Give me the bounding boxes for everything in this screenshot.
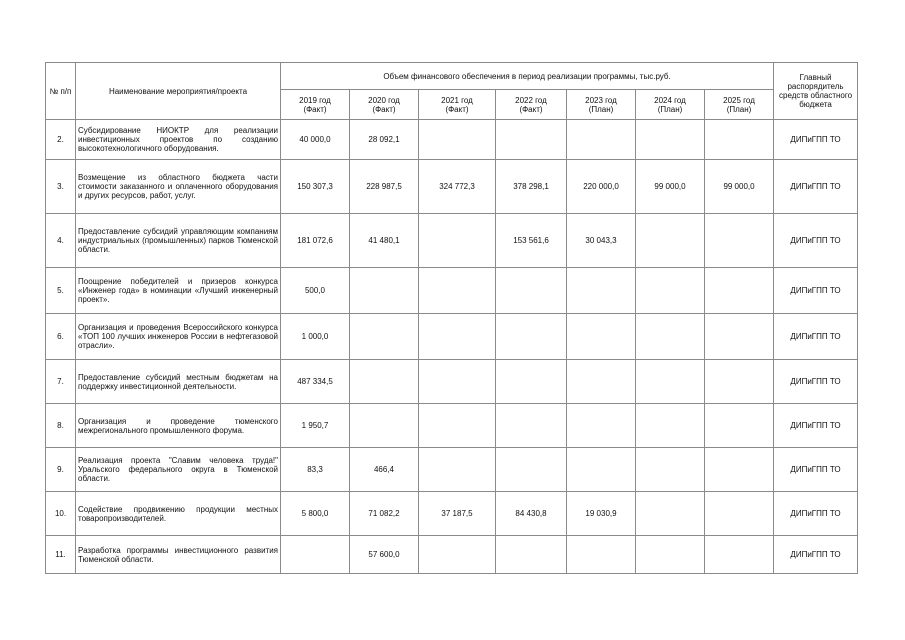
year-header-3 — [496, 90, 567, 120]
value-cell: 99 000,0 — [636, 160, 705, 214]
value-cell — [636, 214, 705, 268]
table-row — [46, 268, 858, 314]
year-kind: (Факт) — [372, 104, 396, 114]
value-cell — [705, 268, 774, 314]
row-number: 5. — [46, 268, 76, 314]
row-manager: ДИПиГПП ТО — [774, 448, 858, 492]
row-manager: ДИПиГПП ТО — [774, 160, 858, 214]
value-cell — [281, 536, 350, 574]
row-manager: ДИПиГПП ТО — [774, 360, 858, 404]
row-name: Предоставление субсидий управляющим компаниям индустриальных (промышленных) парков Тюменской области. — [76, 214, 281, 268]
value-cell — [496, 360, 567, 404]
year-label: 2024 год — [654, 95, 686, 105]
value-cell — [419, 404, 496, 448]
value-cell: 30 043,3 — [567, 214, 636, 268]
header-num: № п/п — [46, 63, 76, 120]
year-label: 2022 год — [515, 95, 547, 105]
value-cell — [705, 448, 774, 492]
value-cell: 153 561,6 — [496, 214, 567, 268]
row-manager: ДИПиГПП ТО — [774, 314, 858, 360]
year-label: 2021 год — [441, 95, 473, 105]
year-label: 2019 год — [299, 95, 331, 105]
value-cell — [636, 404, 705, 448]
value-cell — [419, 360, 496, 404]
value-cell — [496, 536, 567, 574]
value-cell — [419, 268, 496, 314]
value-cell: 19 030,9 — [567, 492, 636, 536]
year-kind: (План) — [588, 104, 614, 114]
year-kind: (Факт) — [303, 104, 327, 114]
value-cell — [567, 404, 636, 448]
value-cell — [496, 268, 567, 314]
year-header-1 — [350, 90, 419, 120]
value-cell: 83,3 — [281, 448, 350, 492]
table-row — [46, 492, 858, 536]
year-kind: (План) — [726, 104, 752, 114]
value-cell: 37 187,5 — [419, 492, 496, 536]
year-label: 2023 год — [585, 95, 617, 105]
row-name: Реализация проекта "Славим человека труда!" Уральского федерального округа в Тюменской области. — [76, 448, 281, 492]
value-cell: 150 307,3 — [281, 160, 350, 214]
row-number: 11. — [46, 536, 76, 574]
year-label: 2025 год — [723, 95, 755, 105]
year-header-0 — [281, 90, 350, 120]
row-manager: ДИПиГПП ТО — [774, 492, 858, 536]
value-cell — [636, 448, 705, 492]
row-manager: ДИПиГПП ТО — [774, 404, 858, 448]
value-cell — [496, 120, 567, 160]
value-cell — [705, 492, 774, 536]
row-name: Разработка программы инвестиционного развития Тюменской области. — [76, 536, 281, 574]
value-cell — [419, 448, 496, 492]
table-row — [46, 214, 858, 268]
value-cell — [419, 314, 496, 360]
year-kind: (План) — [657, 104, 683, 114]
value-cell — [636, 268, 705, 314]
value-cell: 71 082,2 — [350, 492, 419, 536]
value-cell — [636, 536, 705, 574]
row-name: Содействие продвижению продукции местных товаропроизводителей. — [76, 492, 281, 536]
value-cell — [636, 120, 705, 160]
value-cell — [705, 214, 774, 268]
value-cell: 1 000,0 — [281, 314, 350, 360]
value-cell — [567, 360, 636, 404]
row-manager: ДИПиГПП ТО — [774, 536, 858, 574]
year-header-4 — [567, 90, 636, 120]
table-row — [46, 160, 858, 214]
value-cell — [350, 314, 419, 360]
year-kind: (Факт) — [519, 104, 543, 114]
value-cell — [496, 314, 567, 360]
row-name: Предоставление субсидий местным бюджетам на поддержку инвестиционной деятельности. — [76, 360, 281, 404]
value-cell — [705, 536, 774, 574]
value-cell: 57 600,0 — [350, 536, 419, 574]
row-manager: ДИПиГПП ТО — [774, 120, 858, 160]
table-row — [46, 448, 858, 492]
year-header-5 — [636, 90, 705, 120]
year-header-6 — [705, 90, 774, 120]
row-manager: ДИПиГПП ТО — [774, 268, 858, 314]
value-cell: 1 950,7 — [281, 404, 350, 448]
value-cell — [567, 536, 636, 574]
value-cell — [567, 314, 636, 360]
value-cell: 487 334,5 — [281, 360, 350, 404]
value-cell — [567, 448, 636, 492]
value-cell: 41 480,1 — [350, 214, 419, 268]
row-number: 3. — [46, 160, 76, 214]
value-cell — [419, 120, 496, 160]
header-row-top — [46, 63, 858, 90]
value-cell: 378 298,1 — [496, 160, 567, 214]
value-cell — [496, 448, 567, 492]
header-funding: Объем финансового обеспечения в период реализации программы, тыс.руб. — [281, 63, 774, 90]
row-number: 8. — [46, 404, 76, 448]
table-row — [46, 314, 858, 360]
value-cell — [350, 404, 419, 448]
year-label: 2020 год — [368, 95, 400, 105]
row-number: 6. — [46, 314, 76, 360]
header-manager: Главный распорядитель средств областного бюджета — [774, 63, 858, 120]
row-name: Поощрение победителей и призеров конкурса «Инженер года» в номинации «Лучший инженерный проект». — [76, 268, 281, 314]
table-row — [46, 404, 858, 448]
row-number: 10. — [46, 492, 76, 536]
value-cell: 28 092,1 — [350, 120, 419, 160]
value-cell: 40 000,0 — [281, 120, 350, 160]
value-cell — [705, 120, 774, 160]
value-cell — [636, 314, 705, 360]
value-cell — [419, 214, 496, 268]
table-body — [46, 120, 858, 574]
value-cell — [636, 492, 705, 536]
row-name: Возмещение из областного бюджета части стоимости заказанного и оплаченного оборудования и других ресурсов, работ, услуг. — [76, 160, 281, 214]
value-cell — [705, 404, 774, 448]
value-cell: 5 800,0 — [281, 492, 350, 536]
row-number: 9. — [46, 448, 76, 492]
value-cell: 466,4 — [350, 448, 419, 492]
row-number: 7. — [46, 360, 76, 404]
year-header-2 — [419, 90, 496, 120]
table-row — [46, 360, 858, 404]
value-cell — [419, 536, 496, 574]
value-cell — [705, 360, 774, 404]
funding-table — [45, 62, 858, 574]
table-row — [46, 120, 858, 160]
value-cell — [567, 120, 636, 160]
value-cell: 228 987,5 — [350, 160, 419, 214]
value-cell: 99 000,0 — [705, 160, 774, 214]
value-cell — [567, 268, 636, 314]
header-name: Наименование мероприятия/проекта — [76, 63, 281, 120]
table-row — [46, 536, 858, 574]
row-name: Организация и проведение тюменского межрегионального промышленного форума. — [76, 404, 281, 448]
row-number: 4. — [46, 214, 76, 268]
value-cell — [705, 314, 774, 360]
value-cell: 84 430,8 — [496, 492, 567, 536]
row-number: 2. — [46, 120, 76, 160]
year-kind: (Факт) — [445, 104, 469, 114]
value-cell — [350, 268, 419, 314]
value-cell: 220 000,0 — [567, 160, 636, 214]
row-manager: ДИПиГПП ТО — [774, 214, 858, 268]
row-name: Субсидирование НИОКТР для реализации инвестиционных проектов по созданию высокотехнологичного оборудования. — [76, 120, 281, 160]
value-cell — [350, 360, 419, 404]
value-cell — [496, 404, 567, 448]
row-name: Организация и проведения Всероссийского конкурса «ТОП 100 лучших инженеров России в нефтегазовой отрасли». — [76, 314, 281, 360]
value-cell: 500,0 — [281, 268, 350, 314]
value-cell — [636, 360, 705, 404]
value-cell: 181 072,6 — [281, 214, 350, 268]
value-cell: 324 772,3 — [419, 160, 496, 214]
